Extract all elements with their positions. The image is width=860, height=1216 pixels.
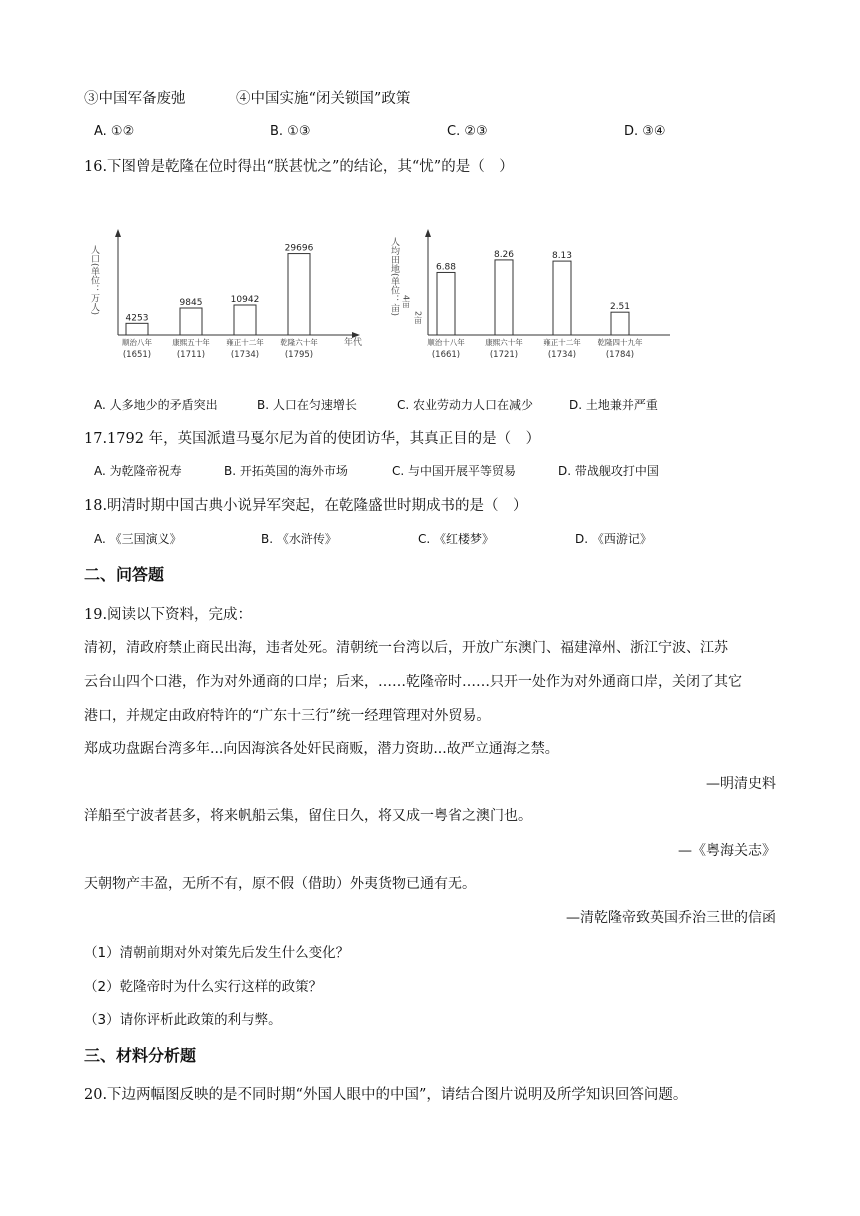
population-y-arrow bbox=[115, 229, 121, 237]
farmland-data-label-4: 2.51 bbox=[609, 302, 631, 313]
population-bar-2 bbox=[180, 308, 202, 335]
population-category-label-1: 顺治八年 bbox=[122, 338, 152, 347]
q18-option-b: B. 《水浒传》 bbox=[261, 532, 337, 546]
q19-stem: 19.阅读以下资料，完成： bbox=[84, 607, 253, 623]
population-bar-1 bbox=[126, 323, 148, 335]
farmland-category-label-4: 乾隆四十九年 bbox=[597, 338, 643, 347]
q16-option-c: C. 农业劳动力人口在减少 bbox=[397, 398, 534, 412]
q19-sub2: （2）乾隆帝时为什么实行这样的政策？ bbox=[84, 979, 323, 995]
farmland-ytick-2: 2亩 bbox=[413, 311, 423, 325]
farmland-ylabel: 人均田地(单位：亩) bbox=[389, 237, 399, 317]
population-bar-4 bbox=[288, 254, 310, 335]
population-category-label-2: (1711) bbox=[176, 350, 206, 360]
q16-option-b: B. 人口在匀速增长 bbox=[257, 398, 357, 412]
farmland-bar-3 bbox=[553, 261, 571, 335]
q19-material-line1: 清初，清政府禁止商民出海，违者处死。清朝统一台湾以后，开放广东澳门、福建漳州、浙江宁波、江苏 bbox=[84, 640, 728, 656]
farmland-data-label-2: 8.26 bbox=[493, 249, 515, 260]
farmland-y-arrow bbox=[425, 229, 431, 237]
population-data-label-4: 29696 bbox=[284, 243, 314, 254]
q18-option-a: A. 《三国演义》 bbox=[94, 532, 182, 546]
q16-charts bbox=[84, 205, 674, 370]
section-heading-material: 三、材料分析题 bbox=[84, 1046, 197, 1065]
q19-quote2: 洋船至宁波者甚多，将来帆船云集，留住日久，将又成一粤省之澳门也。 bbox=[84, 808, 532, 824]
farmland-data-label-1: 6.88 bbox=[435, 262, 457, 273]
population-data-label-3: 10942 bbox=[230, 294, 260, 305]
q16-option-a: A. 人多地少的矛盾突出 bbox=[94, 398, 218, 412]
q15-option-d: D. ③④ bbox=[624, 124, 666, 139]
population-xlabel: 年代 bbox=[344, 338, 363, 348]
section-heading-qa: 二、问答题 bbox=[84, 565, 165, 584]
population-bar-3 bbox=[234, 305, 256, 335]
farmland-bar-1 bbox=[437, 272, 455, 335]
farmland-category-label-3: 雍正十二年 bbox=[543, 338, 581, 347]
q17-option-b: B. 开拓英国的海外市场 bbox=[224, 464, 348, 478]
farmland-category-label-3: (1734) bbox=[547, 350, 577, 360]
q18-stem: 18.明清时期中国古典小说异军突起，在乾隆盛世时期成书的是（ ） bbox=[84, 498, 528, 514]
q19-material-line3: 港口，并规定由政府特许的“广东十三行”统一经理管理对外贸易。 bbox=[84, 708, 491, 724]
q17-stem: 17.1792 年，英国派遣马戛尔尼为首的使团访华，其真正目的是（ ） bbox=[84, 431, 541, 447]
population-data-label-2: 9845 bbox=[179, 298, 203, 309]
q15-item-4: ④中国实施“闭关锁国”政策 bbox=[236, 91, 411, 107]
q15-option-b: B. ①③ bbox=[270, 124, 311, 139]
farmland-bar-4 bbox=[611, 312, 629, 335]
population-category-label-3: (1734) bbox=[230, 350, 260, 360]
population-category-label-3: 雍正十二年 bbox=[226, 338, 264, 347]
farmland-ytick-4: 4亩 bbox=[401, 295, 411, 309]
q20-stem: 20.下边两幅图反映的是不同时期“外国人眼中的中国”，请结合图片说明及所学知识回答问题。 bbox=[84, 1087, 688, 1103]
farmland-category-label-2: 康熙六十年 bbox=[485, 338, 523, 347]
q17-option-d: D. 带战舰攻打中国 bbox=[558, 464, 659, 478]
population-category-label-2: 康熙五十年 bbox=[172, 338, 210, 347]
farmland-category-label-1: 顺治十八年 bbox=[427, 338, 465, 347]
q17-option-c: C. 与中国开展平等贸易 bbox=[392, 464, 517, 478]
farmland-category-label-1: (1661) bbox=[431, 350, 461, 360]
q19-sub3: （3）请你评析此政策的利与弊。 bbox=[84, 1012, 282, 1028]
q19-quote3: 天朝物产丰盈，无所不有，原不假（借助）外夷货物已通有无。 bbox=[84, 876, 476, 892]
q19-material-line2: 云台山四个口港，作为对外通商的口岸；后来，……乾隆帝时……只开一处作为对外通商口岸，关闭了其它 bbox=[84, 674, 742, 690]
q15-option-a: A. ①② bbox=[94, 124, 135, 139]
q19-source3: —清乾隆帝致英国乔治三世的信函 bbox=[566, 910, 776, 926]
population-ylabel: 人口(单位：万人) bbox=[89, 245, 99, 316]
q15-option-c: C. ②③ bbox=[447, 124, 488, 139]
population-chart bbox=[89, 229, 362, 360]
farmland-category-label-4: (1784) bbox=[605, 350, 635, 360]
farmland-chart bbox=[389, 229, 670, 360]
q19-source1: —明清史料 bbox=[706, 776, 776, 792]
farmland-bar-2 bbox=[495, 260, 513, 335]
q18-option-c: C. 《红楼梦》 bbox=[418, 532, 495, 546]
population-category-label-1: (1651) bbox=[122, 350, 152, 360]
farmland-category-label-2: (1721) bbox=[489, 350, 519, 360]
q19-quote1: 郑成功盘踞台湾多年...向因海滨各处奸民商贩，潜力资助...故严立通海之禁。 bbox=[84, 741, 559, 757]
q16-option-d: D. 土地兼并严重 bbox=[569, 398, 658, 412]
q19-source2: —《粤海关志》 bbox=[678, 843, 776, 859]
farmland-data-label-3: 8.13 bbox=[551, 251, 573, 262]
q16-stem: 16.下图曾是乾隆在位时得出“朕甚忧之”的结论，其“忧”的是（ ） bbox=[84, 159, 514, 175]
q19-sub1: （1）清朝前期对外对策先后发生什么变化？ bbox=[84, 945, 350, 961]
population-category-label-4: (1795) bbox=[284, 350, 314, 360]
q17-option-a: A. 为乾隆帝祝寿 bbox=[94, 464, 182, 478]
population-data-label-1: 4253 bbox=[125, 313, 149, 324]
q15-item-3: ③中国军备废弛 bbox=[84, 91, 186, 107]
q18-option-d: D. 《西游记》 bbox=[575, 532, 652, 546]
population-category-label-4: 乾隆六十年 bbox=[280, 338, 318, 347]
